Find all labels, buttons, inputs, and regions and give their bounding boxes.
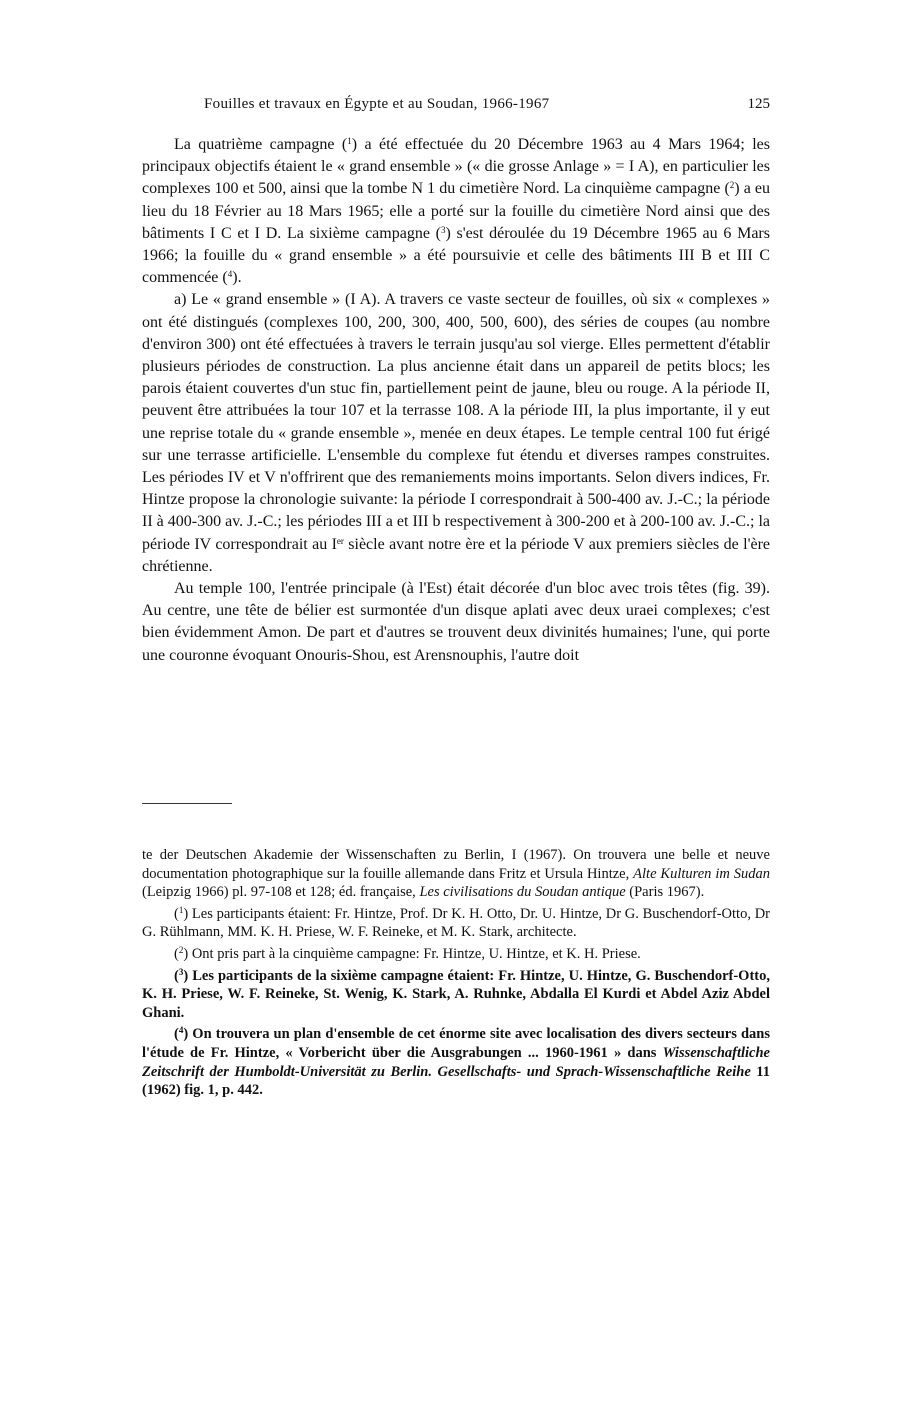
footnote-text: Les participants étaient: Fr. Hintze, Prof. Dr K. H. Otto, Dr. U. Hintze, Dr G. Buschendorf-Otto, Dr G. Rühlmann, MM. K. H. Priese, W. F. Reineke, et M. K. Stark, architecte. [142, 905, 770, 941]
footnote-text: Les participants de la sixième campagne étaient: Fr. Hintze, U. Hintze, G. Buschendorf-Otto, K. H. Priese, W. F. Reineke, St. Wenig, K. Stark, A. Ruhnke, Abdalla El Kurdi et Abdel Aziz Abdel Ghani. [142, 967, 770, 1021]
text-run: te der Deutschen Akademie der Wissenschaften zu Berlin, I (1967). On trouvera une belle et neuve documentation photographique sur la fouille allemande dans Fritz et Ursula Hintze, [142, 847, 770, 882]
superscript: er [336, 535, 344, 546]
paragraph-3: Au temple 100, l'entrée principale (à l'Est) était décorée d'un bloc avec trois têtes (fig. 39). Au centre, une tête de bélier est surmontée d'un disque aplati avec deux uraei complexes; c'est bien évidemment Amon. De part et d'autres se trouvent deux divinités humaines; l'une, qui porte une couronne évoquant Onouris-Shou, est Arensnouphis, l'autre doit [142, 580, 770, 664]
italic-title: Wissenschaftliche Zeitschrift der Humboldt-Universität zu Berlin. Gesellschafts- und Sprach-Wissenschaftliche Reihe [142, 1044, 770, 1080]
body-text [142, 134, 770, 667]
text-run: ) s'est déroulée du 19 Décembre 1965 au 6 Mars 1966; la fouille du « grand ensemble » a été poursuivie et celle des bâtiments III B et III C commencée ( [142, 224, 770, 287]
footnote-number: 4 [178, 1025, 184, 1036]
footnote-ref: 2 [729, 180, 735, 191]
footnote-continuation [142, 846, 770, 902]
text-run: a) Le « grand ensemble » (I A). A travers ce vaste secteur de fouilles, où six « complexes » ont été distingués (complexes 100, 200, 300, 400, 500, 600), des séries de coupes (au nombre d'environ 300) ont été effectuées à travers le terrain jusqu'au sol vierge. Elles permettent d'établir plusieurs périodes de construction. La plus ancienne était dans un appareil de petits blocs; les parois étaient couvertes d'un stuc fin, partiellement peint de jaune, bleu ou rouge. A la période II, peuvent être attribuées la tour 107 et la terrasse 108. A la période III, la plus importante, il y eut une reprise totale du « grande ensemble », menée en deux étapes. Le temple central 100 fut érigé sur une terrasse artificielle. L'ensemble du complexe fut étendu et diverses rampes construites. Les périodes IV et V n'offrirent que des remaniements moins importants. Selon divers indices, Fr. Hintze propose la chronologie suivante: la période I correspondrait à 500-400 av. J.-C.; la période II à 400-300 av. J.-C.; les périodes III a et III b respectivement à 300-200 et à 200-100 av. J.-C.; la période IV correspondrait au [142, 291, 770, 553]
italic-title: Les civilisations du Soudan antique [419, 884, 626, 901]
text-run: siècle avant notre ère et la période V aux premiers siècles de l'ère chrétienne. [142, 535, 770, 575]
page-number: 125 [747, 96, 770, 112]
roman-numeral: I [331, 535, 337, 553]
footnote-1: ($^1$) Les participants étaient: Fr. Hintze, Prof. Dr K. H. Otto, Dr. U. Hintze, Dr G. Buschendorf-Otto, Dr G. Rühlmann, MM. K. H. Priese, W. F. Reineke, et M. K. Stark, architecte. [142, 904, 770, 941]
footnote-number: 2 [178, 944, 184, 955]
running-title: Fouilles et travaux en Égypte et au Soudan, 1966-1967 [204, 96, 550, 112]
paragraph-1 [142, 134, 770, 289]
text-run: ) a été effectuée du 20 Décembre 1963 au 4 Mars 1964; les principaux objectifs étaient le « grand ensemble » (« die grosse Anlage » = I A), en particulier les complexes 100 et 500, ainsi que la tombe N 1 du cimetière Nord. La cinquième campagne ( [142, 136, 770, 198]
footnote-4: ($^4$) On trouvera un plan d'ensemble de cet énorme site avec localisation des divers secteurs dans l'étude de Fr. Hintze, « Vorbericht über die Ausgrabungen ... 1960-1961 » dans Wissenschaftliche Zeitschrift der Humboldt-Universität zu Berlin. Gesellschafts- und Sprach-Wissenschaftliche Reihe 11 (1962) fig. 1, p. 442. [142, 1025, 771, 1099]
footnote-2: ($^2$) Ont pris part à la cinquième campagne: Fr. Hintze, U. Hintze, et K. H. Priese. [174, 944, 641, 962]
footnotes [142, 846, 770, 1103]
paragraph-2 [142, 289, 770, 578]
footnote-text: Ont pris part à la cinquième campagne: Fr. Hintze, U. Hintze, et K. H. Priese. [188, 945, 641, 962]
footnote-number: 3 [178, 966, 184, 977]
footnote-ref: 3 [440, 224, 446, 235]
text-run: (Paris 1967). [625, 884, 705, 901]
running-head [142, 96, 770, 118]
text-run: ). [232, 269, 242, 287]
footnote-number: 1 [178, 904, 184, 915]
footnote-divider [142, 803, 232, 804]
text-run: (Leipzig 1966) pl. 97-108 et 128; éd. française, [142, 884, 420, 901]
text-run: On trouvera un plan d'ensemble de cet énorme site avec localisation des divers secteurs dans l'étude de Fr. Hintze, « Vorbericht über die Ausgrabungen ... 1960-1961 » dans [142, 1026, 770, 1061]
footnote-ref: 1 [347, 136, 352, 146]
text-run: ) a eu lieu du 18 Février au 18 Mars 1965; elle a porté sur la fouille du cimetière Nord ainsi que des bâtiments I C et I D. La sixième campagne ( [142, 180, 770, 242]
text-run: La quatrième campagne ( [174, 136, 348, 153]
italic-title: Alte Kulturen im Sudan [633, 865, 771, 882]
footnote-3: ($^3$) Les participants de la sixième campagne étaient: Fr. Hintze, U. Hintze, G. Buschendorf-Otto, K. H. Priese, W. F. Reineke, St. Wenig, K. Stark, A. Ruhnke, Abdalla El Kurdi et Abdel Aziz Abdel Ghani. [142, 966, 770, 1021]
text-run: 11 (1962) fig. 1, p. 442. [142, 1063, 771, 1099]
footnote-ref: 4 [227, 269, 233, 280]
